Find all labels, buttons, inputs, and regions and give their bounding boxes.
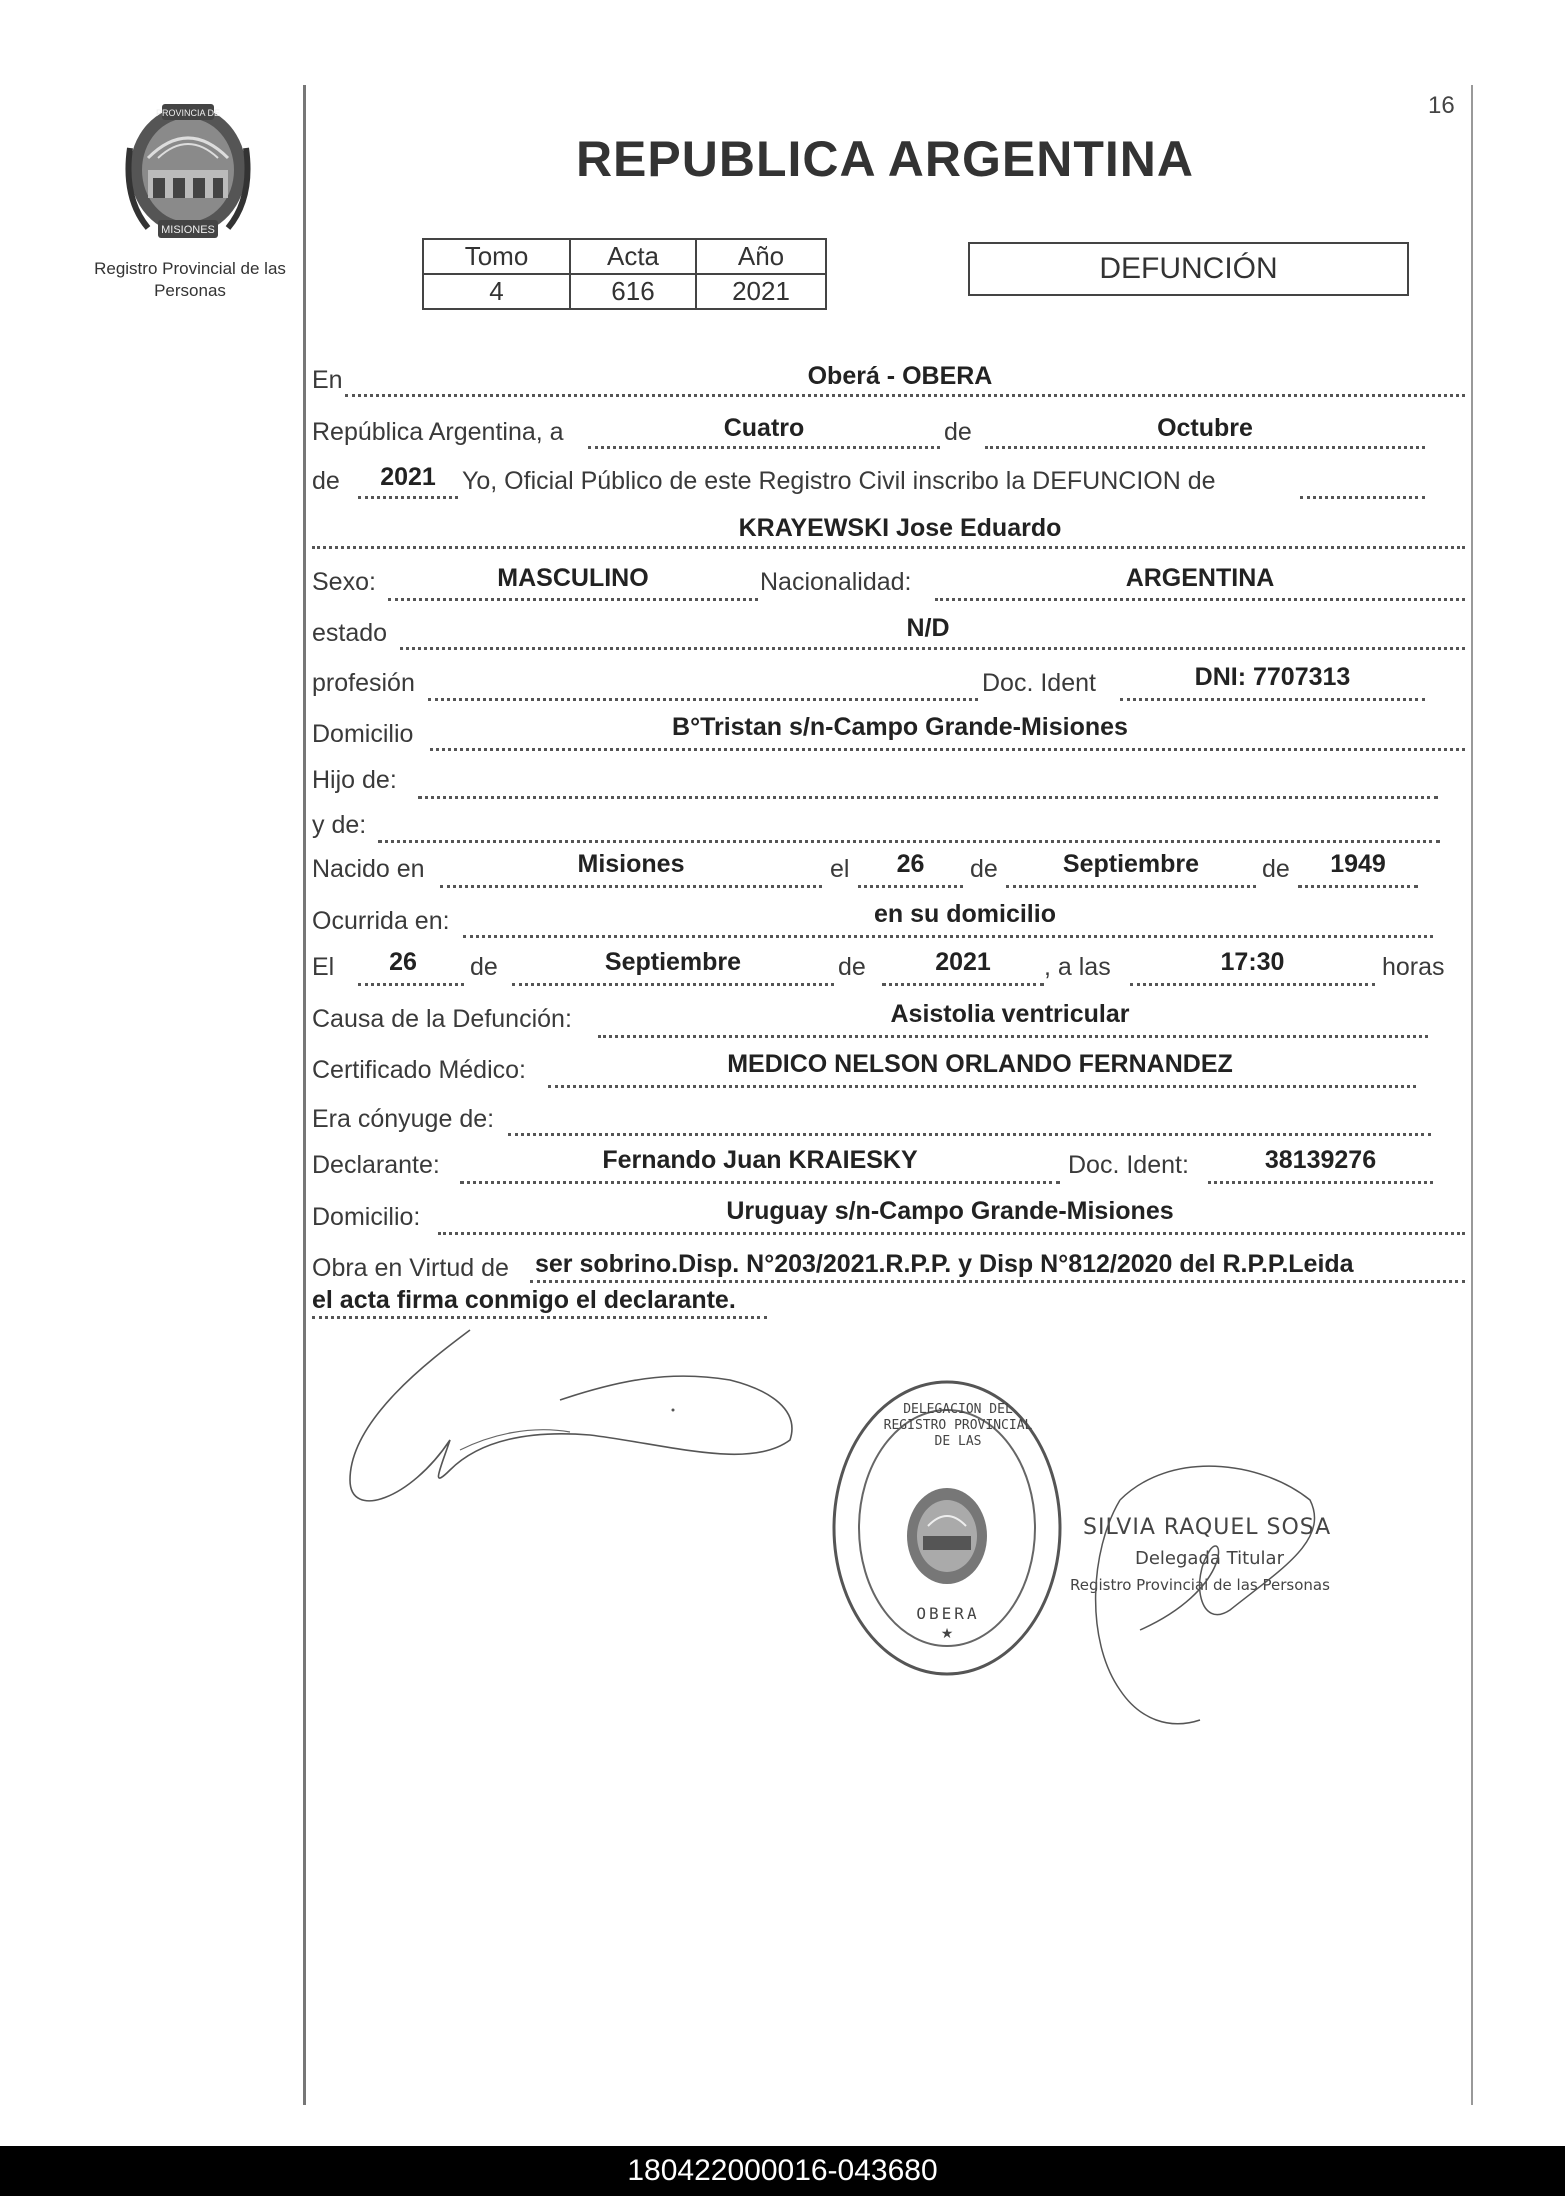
value-causa: Asistolia ventricular (890, 1000, 1130, 1028)
value-def-anio: 2021 (935, 948, 991, 976)
right-margin-line (1471, 85, 1473, 2105)
label-en: En (312, 366, 343, 394)
label-a-las: , a las (1044, 953, 1111, 981)
value-mes: Octubre (1157, 414, 1253, 442)
page-number: 16 (1428, 92, 1455, 119)
value-lugar: Oberá - OBERA (807, 362, 993, 390)
registry-name: Registro Provincial de las Personas (94, 259, 286, 300)
seal-ring-text: DELEGACION DEL REGISTRO PROVINCIAL DE LAS (883, 1402, 1033, 1449)
line-def-dia (358, 983, 464, 986)
value-sexo: MASCULINO (497, 564, 649, 592)
line-nacionalidad (935, 598, 1465, 601)
value-domicilio: B°Tristan s/n-Campo Grande-Misiones (672, 713, 1128, 741)
label-estado: estado (312, 619, 388, 647)
line-sexo (388, 598, 758, 601)
value-declarante: Fernando Juan KRAIESKY (602, 1146, 918, 1174)
value-fallecido: KRAYEWSKI Jose Eduardo (738, 514, 1062, 542)
label-el: el (830, 855, 850, 883)
value-def-hora: 17:30 (1220, 948, 1285, 976)
line-doc (1120, 698, 1425, 701)
label-certificado: Certificado Médico: (312, 1056, 526, 1084)
label-y-de: y de: (312, 811, 367, 839)
line-nacido-dia (858, 885, 963, 888)
label-conyuge: Era cónyuge de: (312, 1105, 495, 1133)
line-conyuge (508, 1133, 1431, 1136)
line-y-de (378, 840, 1440, 843)
line-def-hora (1130, 983, 1375, 986)
logo-top-text: PROVINCIA DE (155, 108, 221, 118)
page-title: REPUBLICA ARGENTINA (575, 131, 1195, 187)
line-estado (400, 647, 1465, 650)
line-nacido-anio (1298, 885, 1418, 888)
line-en (345, 394, 1465, 397)
province-logo (118, 98, 258, 243)
value-doc: DNI: 7707313 (1194, 663, 1351, 691)
value-nacido-anio: 1949 (1330, 850, 1386, 878)
label-sexo: Sexo: (312, 568, 376, 596)
label-el-cap: El (312, 953, 335, 981)
tomo-value: 4 (423, 274, 570, 309)
value-nacionalidad: ARGENTINA (1125, 564, 1275, 592)
act-type-box: DEFUNCIÓN (968, 242, 1409, 296)
line-anio (358, 496, 458, 499)
value-def-dia: 26 (389, 948, 417, 976)
line-obra-virtud-1 (530, 1280, 1465, 1283)
officer-signature (1080, 1440, 1330, 1740)
label-declarante: Declarante: (312, 1151, 440, 1179)
officer-name: SILVIA RAQUEL SOSA (1083, 1515, 1332, 1540)
label-de-mes: de (944, 418, 972, 446)
officer-title: Delegada Titular (1135, 1548, 1284, 1569)
line-domicilio2 (438, 1232, 1465, 1235)
footer-code: 180422000016-043680 (0, 2146, 1565, 2196)
act-reference-table (422, 238, 827, 310)
tomo-header: Tomo (423, 239, 570, 274)
logo-bottom-text: MISIONES (161, 224, 215, 236)
line-profesion (428, 698, 978, 701)
seal-city: OBERA (916, 1604, 980, 1623)
line-yo-oficial (1300, 496, 1425, 499)
label-de-nac-anio: de (1262, 855, 1290, 883)
seal-star-icon: ★ (940, 1625, 954, 1641)
value-declarante-doc: 38139276 (1264, 1146, 1377, 1174)
label-yo-oficial: Yo, Oficial Público de este Registro Civil inscribo la DEFUNCION de (462, 467, 1216, 495)
value-declarante-domicilio: Uruguay s/n-Campo Grande-Misiones (726, 1197, 1174, 1225)
line-mes (985, 446, 1425, 449)
line-declarante (460, 1181, 1060, 1184)
anio-header: Año (696, 239, 826, 274)
label-de-anio: de (312, 467, 340, 495)
label-doc-ident2: Doc. Ident: (1068, 1151, 1189, 1179)
label-hijo-de: Hijo de: (312, 766, 397, 794)
acta-value: 616 (570, 274, 696, 309)
value-def-mes: Septiembre (604, 948, 742, 976)
label-nacionalidad: Nacionalidad: (760, 568, 912, 596)
label-obra-virtud: Obra en Virtud de (312, 1254, 509, 1282)
label-de-def-mes: de (470, 953, 498, 981)
value-nacido-dia: 26 (896, 850, 925, 878)
label-doc-ident: Doc. Ident (982, 669, 1096, 697)
value-nacido-lugar: Misiones (577, 850, 685, 878)
label-ocurrida-en: Ocurrida en: (312, 907, 450, 935)
line-declarante-doc (1208, 1181, 1433, 1184)
acta-header: Acta (570, 239, 696, 274)
value-anio: 2021 (380, 463, 436, 491)
value-certificado: MEDICO NELSON ORLANDO FERNANDEZ (727, 1050, 1233, 1078)
line-hijo-de (418, 796, 1438, 799)
value-obra-virtud-2: el acta firma conmigo el declarante. (312, 1286, 736, 1314)
value-dia-letras: Cuatro (723, 414, 805, 442)
province-crest-icon (118, 98, 258, 243)
label-de-nac-mes: de (970, 855, 998, 883)
line-def-mes (512, 983, 834, 986)
value-nacido-mes: Septiembre (1062, 850, 1200, 878)
line-causa (598, 1035, 1428, 1038)
official-seal (828, 1376, 1066, 1680)
officer-office: Registro Provincial de las Personas (1070, 1576, 1330, 1594)
left-margin-line (303, 85, 306, 2105)
label-domicilio: Domicilio (312, 720, 414, 748)
line-certificado (548, 1085, 1416, 1088)
line-domicilio (430, 748, 1465, 751)
anio-value: 2021 (696, 274, 826, 309)
label-de-def-anio: de (838, 953, 866, 981)
label-domicilio2: Domicilio: (312, 1203, 421, 1231)
line-nacido-mes (1006, 885, 1256, 888)
value-obra-virtud-1: ser sobrino.Disp. N°203/2021.R.P.P. y Disp N°812/2020 del R.P.P.Leida (535, 1250, 1354, 1278)
label-nacido-en: Nacido en (312, 855, 425, 883)
label-horas: horas (1382, 953, 1445, 981)
label-profesion: profesión (312, 669, 415, 697)
line-obra-virtud-2 (312, 1316, 767, 1319)
value-estado: N/D (906, 614, 950, 642)
label-republica: República Argentina, a (312, 418, 564, 446)
value-ocurrida: en su domicilio (874, 900, 1056, 928)
line-dia (588, 446, 940, 449)
declarant-signature (330, 1320, 810, 1520)
line-ocurrida (463, 935, 1433, 938)
line-fallecido (312, 546, 1465, 549)
line-nacido-lugar (440, 885, 822, 888)
label-causa: Causa de la Defunción: (312, 1005, 572, 1033)
line-def-anio (882, 983, 1044, 986)
